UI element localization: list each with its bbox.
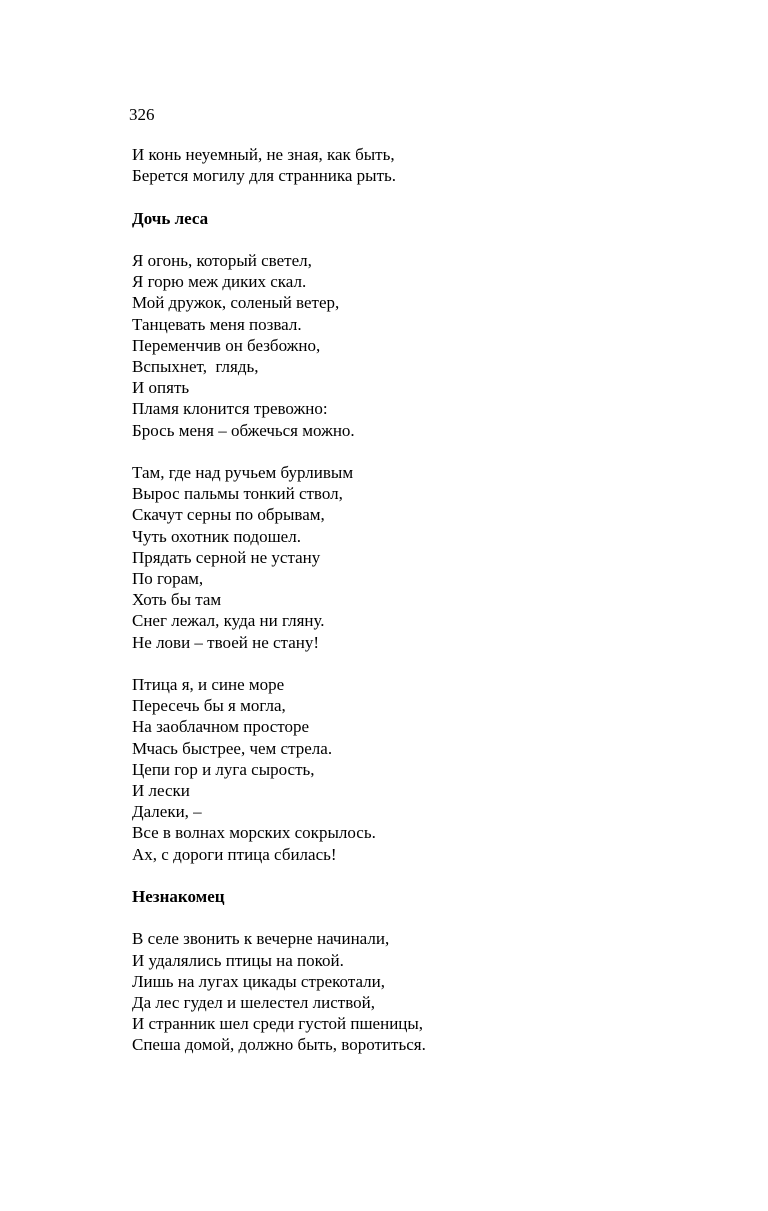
poem-title: Незнакомец <box>132 887 225 907</box>
verse-line: По горам, <box>132 569 204 589</box>
verse-line: Не лови – твоей не стану! <box>132 632 319 652</box>
opening-stanza <box>132 144 732 186</box>
verse-line: На заоблачном просторе <box>132 717 310 737</box>
verse-line: Мчась быстрее, чем стрела. <box>132 738 333 758</box>
verse-line: Спеша домой, должно быть, воротиться. <box>132 1035 426 1055</box>
verse-line: Цепи гор и луга сырость, <box>132 759 315 779</box>
stanza-gap <box>132 441 732 462</box>
verse-line: Ах, с дороги птица сбилась! <box>132 844 337 864</box>
verse-line: Хоть бы там <box>132 590 222 610</box>
verse-line: Скачут серны по обрывам, <box>132 505 325 525</box>
verse-line: Да лес гудел и шелестел листвой, <box>132 993 375 1013</box>
verse-line: Прядать серной не устану <box>132 547 321 567</box>
poem-stanza <box>132 462 732 653</box>
verse-line: И опять <box>132 378 190 398</box>
poem-stanza <box>132 674 732 865</box>
verse-line: Там, где над ручьем бурливым <box>132 463 354 482</box>
stanza-gap <box>132 229 732 250</box>
verse-line: И странник шел среди густой пшеницы, <box>132 1014 424 1034</box>
verse-line: Все в волнах морских сокрылось. <box>132 823 376 843</box>
verse-line: И удалялись птицы на покой. <box>132 950 344 970</box>
verse-line: И конь неуемный, не зная, как быть, <box>132 145 395 164</box>
verse-line: Чуть охотник подошел. <box>132 526 301 546</box>
verse-line: Переменчив он безбожно, <box>132 335 321 355</box>
stanza-gap <box>132 186 732 207</box>
verse-line: Лишь на лугах цикады стрекотали, <box>132 971 385 991</box>
verse-line: Далеки, – <box>132 802 202 822</box>
verse-line: Я горю меж диких скал. <box>132 272 307 292</box>
page-number: 326 <box>129 105 155 124</box>
verse-line: Берется могилу для странника рыть. <box>132 166 397 186</box>
verse-line: В селе звонить к вечерне начинали, <box>132 929 390 949</box>
verse-line: Вырос пальмы тонкий ствол, <box>132 484 343 504</box>
verse-line: Я огонь, который светел, <box>132 250 312 270</box>
poem-stanza <box>132 928 732 1055</box>
verse-line: Танцевать меня позвал. <box>132 314 302 334</box>
verse-line: Снег лежал, куда ни гляну. <box>132 611 325 631</box>
page-content <box>132 144 732 1056</box>
stanza-gap <box>132 865 732 886</box>
verse-line: Брось меня – обжечься можно. <box>132 420 355 440</box>
verse-line: Мой дружок, соленый ветер, <box>132 293 340 313</box>
verse-line: Пересечь бы я могла, <box>132 696 286 716</box>
poem-title: Дочь леса <box>132 208 209 228</box>
stanza-gap <box>132 907 732 928</box>
verse-line: Птица я, и сине море <box>132 675 285 695</box>
verse-line: Вспыхнет, глядь, <box>132 357 259 376</box>
poem-stanza <box>132 250 732 441</box>
verse-line: Пламя клонится тревожно: <box>132 399 328 419</box>
verse-line: И лески <box>132 781 190 801</box>
stanza-gap <box>132 653 732 674</box>
